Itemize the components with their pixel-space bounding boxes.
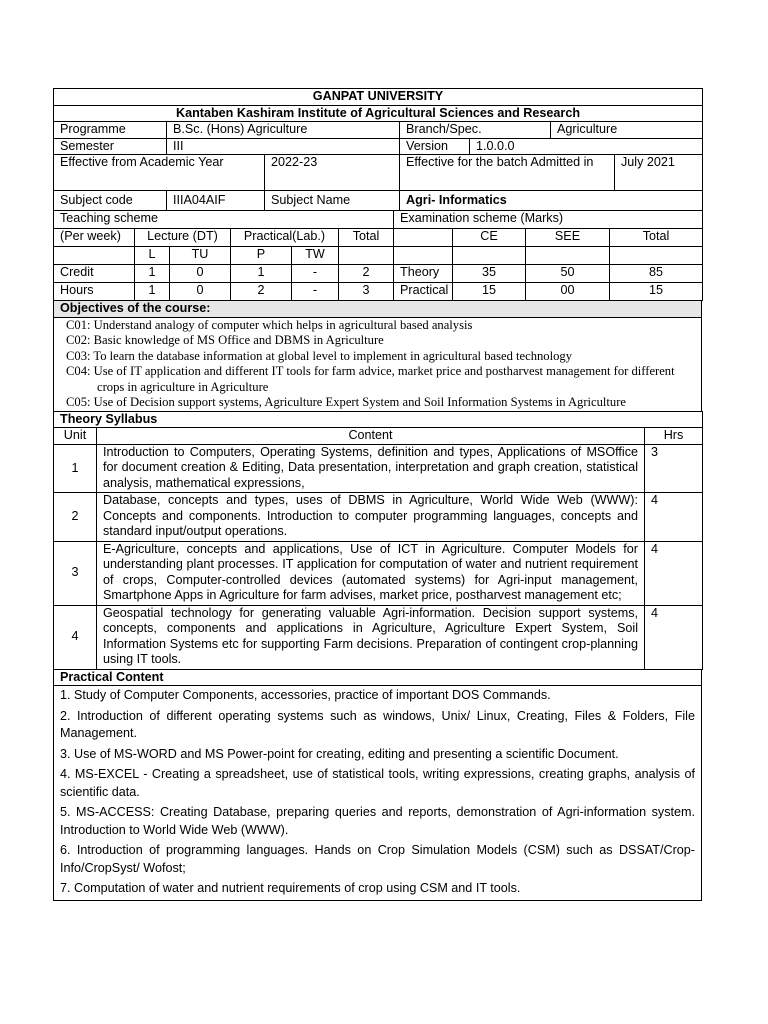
- objectives-list: [54, 317, 702, 411]
- l-value: 1: [135, 283, 170, 301]
- scheme-row-hours: [54, 283, 703, 301]
- practical-list: [54, 686, 702, 901]
- unit-content: E-Agriculture, concepts and applications, Use of ICT in Agriculture. Computer Models for understanding plant processes. IT application for computation of water and nutrient requirement of crops, Computer-controlled devices (automated systems) for Agri-input management, Smartphone Apps in Agriculture for farm advises, market price, postharvest management etc;: [97, 541, 645, 605]
- objectives-table: [53, 300, 702, 412]
- university-name: GANPAT UNIVERSITY: [54, 89, 703, 106]
- teaching-total-header: Total: [339, 229, 394, 247]
- branch-label: Branch/Spec.: [400, 122, 551, 139]
- total-value: 3: [339, 283, 394, 301]
- practical-item: 4. MS-EXCEL - Creating a spreadsheet, use of statistical tools, writing expressions, creating graphs, analysis of scientific data.: [60, 767, 695, 799]
- table-row: [54, 493, 703, 542]
- see-header: SEE: [526, 229, 610, 247]
- teaching-scheme-label: Teaching scheme: [54, 211, 394, 229]
- blank-cell: [339, 247, 394, 265]
- unit-hours: 3: [645, 444, 703, 493]
- per-week-label: (Per week): [54, 229, 135, 247]
- practical-table: [53, 669, 702, 901]
- ce-header: CE: [453, 229, 526, 247]
- tw-value: -: [292, 265, 339, 283]
- practical-item: 5. MS-ACCESS: Creating Database, preparing queries and reports, demonstration of Agri-information system. Introduction to World Wide Web (WWW).: [60, 805, 695, 837]
- objective-item: C01: Understand analogy of computer which helps in agricultural based analysis: [66, 317, 473, 332]
- batch-value: July 2021: [615, 155, 703, 191]
- p-header: P: [231, 247, 292, 265]
- unit-content: Introduction to Computers, Operating Systems, definition and types, Applications of MSOffice for document creation & Editing, Data presentation, interpretation and graph creation, statistical analysis, mathematical expressions,: [97, 444, 645, 493]
- row-label: Hours: [54, 283, 135, 301]
- total-value: 2: [339, 265, 394, 283]
- l-header: L: [135, 247, 170, 265]
- programme-value: B.Sc. (Hons) Agriculture: [167, 122, 400, 139]
- tu-value: 0: [170, 265, 231, 283]
- blank-cell: [526, 247, 610, 265]
- ce-value: 15: [453, 283, 526, 301]
- content-header: Content: [97, 428, 645, 445]
- blank-cell: [394, 247, 453, 265]
- see-value: 50: [526, 265, 610, 283]
- practical-item: 7. Computation of water and nutrient requirements of crop using CSM and IT tools.: [60, 881, 521, 895]
- syllabus-table: [53, 411, 703, 670]
- batch-label: Effective for the batch Admitted in: [400, 155, 615, 191]
- blank-cell: [453, 247, 526, 265]
- exam-total-value: 85: [610, 265, 703, 283]
- unit-header: Unit: [54, 428, 97, 445]
- unit-number: 4: [54, 605, 97, 669]
- subject-code-label: Subject code: [54, 191, 167, 211]
- blank-cell: [610, 247, 703, 265]
- row-label: Credit: [54, 265, 135, 283]
- objective-item: C02: Basic knowledge of MS Office and DBMS in Agriculture: [66, 333, 384, 347]
- unit-content: Geospatial technology for generating valuable Agri-information. Decision support systems, concepts, components and applications in Agriculture, Agriculture Expert System, Soil Information Systems etc for supporting Farm decisions. Preparation of contingent crop-planning using IT tools.: [97, 605, 645, 669]
- p-value: 2: [231, 283, 292, 301]
- table-row: [54, 605, 703, 669]
- practical-item: 3. Use of MS-WORD and MS Power-point for creating, editing and presenting a scientific Document.: [60, 746, 619, 761]
- branch-value: Agriculture: [551, 122, 703, 139]
- unit-number: 3: [54, 541, 97, 605]
- blank-cell: [54, 247, 135, 265]
- tu-value: 0: [170, 283, 231, 301]
- practical-item: 2. Introduction of different operating systems such as windows, Unix/ Linux, Creating, Files & Folders, File Management.: [60, 708, 695, 740]
- practical-header: Practical(Lab.): [231, 229, 339, 247]
- subject-name-value: Agri- Informatics: [400, 191, 703, 211]
- unit-number: 2: [54, 493, 97, 542]
- objective-item: C05: Use of Decision support systems, Agriculture Expert System and Soil Information Systems in Agriculture: [66, 395, 627, 409]
- syllabus-heading: Theory Syllabus: [54, 411, 703, 428]
- unit-hours: 4: [645, 493, 703, 542]
- unit-number: 1: [54, 444, 97, 493]
- version-value: 1.0.0.0: [470, 138, 703, 155]
- tu-header: TU: [170, 247, 231, 265]
- p-value: 1: [231, 265, 292, 283]
- header-table: [53, 88, 703, 211]
- exam-row-label: Theory: [394, 265, 453, 283]
- syllabus-document: [53, 88, 702, 901]
- effective-year-value: 2022-23: [265, 155, 400, 191]
- table-row: [54, 541, 703, 605]
- exam-blank: [394, 229, 453, 247]
- programme-label: Programme: [54, 122, 167, 139]
- lecture-header: Lecture (DT): [135, 229, 231, 247]
- practical-item: 1. Study of Computer Components, accessories, practice of important DOS Commands.: [60, 688, 551, 702]
- institute-name: Kantaben Kashiram Institute of Agricultural Sciences and Research: [54, 105, 703, 122]
- unit-hours: 4: [645, 605, 703, 669]
- unit-content: Database, concepts and types, uses of DBMS in Agriculture, World Wide Web (WWW): Concepts and components. Introduction to computer programming languages, concepts and standard input/output operations.: [97, 493, 645, 542]
- hrs-header: Hrs: [645, 428, 703, 445]
- unit-hours: 4: [645, 541, 703, 605]
- ce-value: 35: [453, 265, 526, 283]
- objectives-heading: Objectives of the course:: [54, 301, 702, 318]
- practical-heading: Practical Content: [54, 669, 702, 686]
- tw-value: -: [292, 283, 339, 301]
- l-value: 1: [135, 265, 170, 283]
- exam-total-value: 15: [610, 283, 703, 301]
- see-value: 00: [526, 283, 610, 301]
- subject-name-label: Subject Name: [265, 191, 400, 211]
- objective-item: C04: Use of IT application and different IT tools for farm advice, market price and postharvest management for different crops in agriculture in Agriculture: [66, 364, 675, 394]
- exam-total-header: Total: [610, 229, 703, 247]
- scheme-table: [53, 210, 703, 301]
- semester-label: Semester: [54, 138, 167, 155]
- exam-row-label: Practical: [394, 283, 453, 301]
- scheme-row-credit: [54, 265, 703, 283]
- practical-item: 6. Introduction of programming languages. Hands on Crop Simulation Models (CSM) such as DSSAT/Crop-Info/CropSyst/ Wofost;: [60, 843, 695, 875]
- semester-value: III: [167, 138, 400, 155]
- exam-scheme-label: Examination scheme (Marks): [394, 211, 703, 229]
- effective-year-label: Effective from Academic Year: [54, 155, 265, 191]
- table-row: [54, 444, 703, 493]
- version-label: Version: [400, 138, 470, 155]
- objective-item: C03: To learn the database information at global level to implement in agricultural based technology: [66, 348, 572, 363]
- tw-header: TW: [292, 247, 339, 265]
- subject-code-value: IIIA04AIF: [167, 191, 265, 211]
